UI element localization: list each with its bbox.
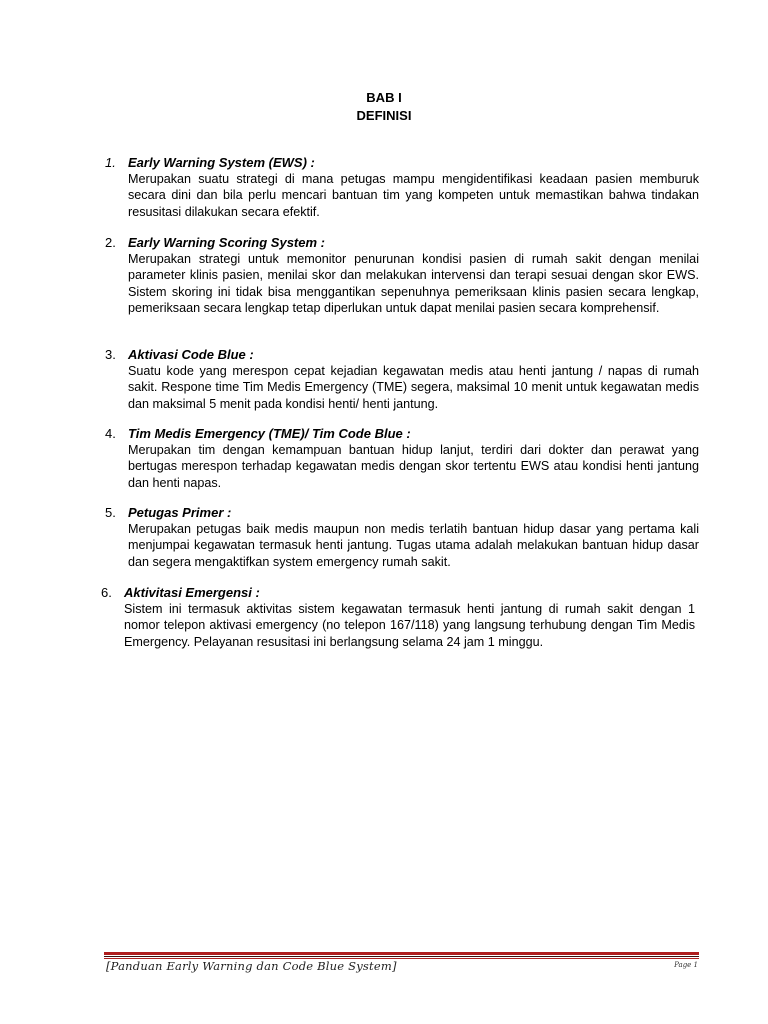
definition-title-row	[105, 426, 699, 442]
definition-item-2	[105, 235, 699, 316]
footer-rule-thin	[104, 956, 699, 957]
definition-title-row	[105, 505, 699, 521]
footer-rule-thick	[104, 952, 699, 955]
footer-page-number: Page 1	[674, 961, 698, 969]
definition-item-3	[105, 347, 699, 412]
definition-title-row	[105, 347, 699, 363]
definition-body: Merupakan suatu strategi di mana petugas mampu mengidentifikasi keadaan pasien memburuk secara dini dan bila perlu mencari bantuan tim yang kompeten untuk memastikan bahwa tindakan resusitasi dilakukan secara efektif.	[128, 172, 699, 219]
definition-item-5	[105, 505, 699, 570]
definition-body: Suatu kode yang merespon cepat kejadian kegawatan medis atau henti jantung / napas di rumah sakit. Respone time Tim Medis Emergency (TME) segera, maksimal 10 menit untuk kegawatan medis dan maksimal 5 menit pada kondisi henti/ henti jantung.	[128, 364, 699, 411]
definition-title: Tim Medis Emergency (TME)/ Tim Code Blue :	[128, 426, 411, 441]
definition-title-row	[105, 235, 699, 251]
definition-title: Petugas Primer :	[128, 505, 232, 520]
page-title: DEFINISI	[356, 108, 412, 123]
definition-item-4	[105, 426, 699, 491]
definition-title: Aktivitasi Emergensi :	[124, 585, 260, 600]
footer-document-title: [Panduan Early Warning dan Code Blue System]	[106, 959, 397, 973]
definition-body: Sistem ini termasuk aktivitas sistem kegawatan termasuk henti jantung di rumah sakit dengan 1 nomor telepon aktivasi emergency (no telepon 167/118) yang langsung terhubung dengan Tim Medis Emergency. Pelayanan resusitasi ini berlangsung selama 24 jam 1 minggu.	[124, 602, 695, 649]
item-number: 3.	[105, 347, 116, 362]
definition-item-1	[105, 155, 699, 220]
item-number: 4.	[105, 426, 116, 441]
definition-title: Early Warning Scoring System :	[128, 235, 325, 250]
definition-body: Merupakan tim dengan kemampuan bantuan hidup lanjut, terdiri dari dokter dan perawat yang bertugas merespon terhadap kegawatan medis dengan skor tertentu EWS atau kondisi henti jantung dan henti napas.	[128, 443, 699, 490]
definition-body: Merupakan strategi untuk memonitor penurunan kondisi pasien di rumah sakit dengan menilai parameter klinis pasien, menilai skor dan melakukan intervensi dan terapi sesuai dengan skor EWS. Sistem skoring ini tidak bisa menggantikan sepenuhnya pemeriksaan klinis pasien secara lengkap, pemeriksaan secara lengkap tetap diperlukan untuk dapat menilai pasien secara komprehensif.	[128, 252, 699, 315]
definition-title: Aktivasi Code Blue :	[128, 347, 254, 362]
chapter-heading: BAB I	[366, 90, 402, 105]
item-number: 5.	[105, 505, 116, 520]
item-number: 2.	[105, 235, 116, 250]
item-number: 1.	[105, 155, 116, 170]
definition-body: Merupakan petugas baik medis maupun non medis terlatih bantuan hidup dasar yang pertama kali menjumpai kegawatan termasuk henti jantung. Tugas utama adalah melakukan bantuan hidup dasar dan segera mengaktifkan system emergency rumah sakit.	[128, 522, 699, 569]
definition-item-6	[101, 585, 695, 650]
item-number: 6.	[101, 585, 112, 600]
definition-title: Early Warning System (EWS) :	[128, 155, 315, 170]
definition-title-row	[101, 585, 695, 601]
definition-title-row	[105, 155, 699, 171]
